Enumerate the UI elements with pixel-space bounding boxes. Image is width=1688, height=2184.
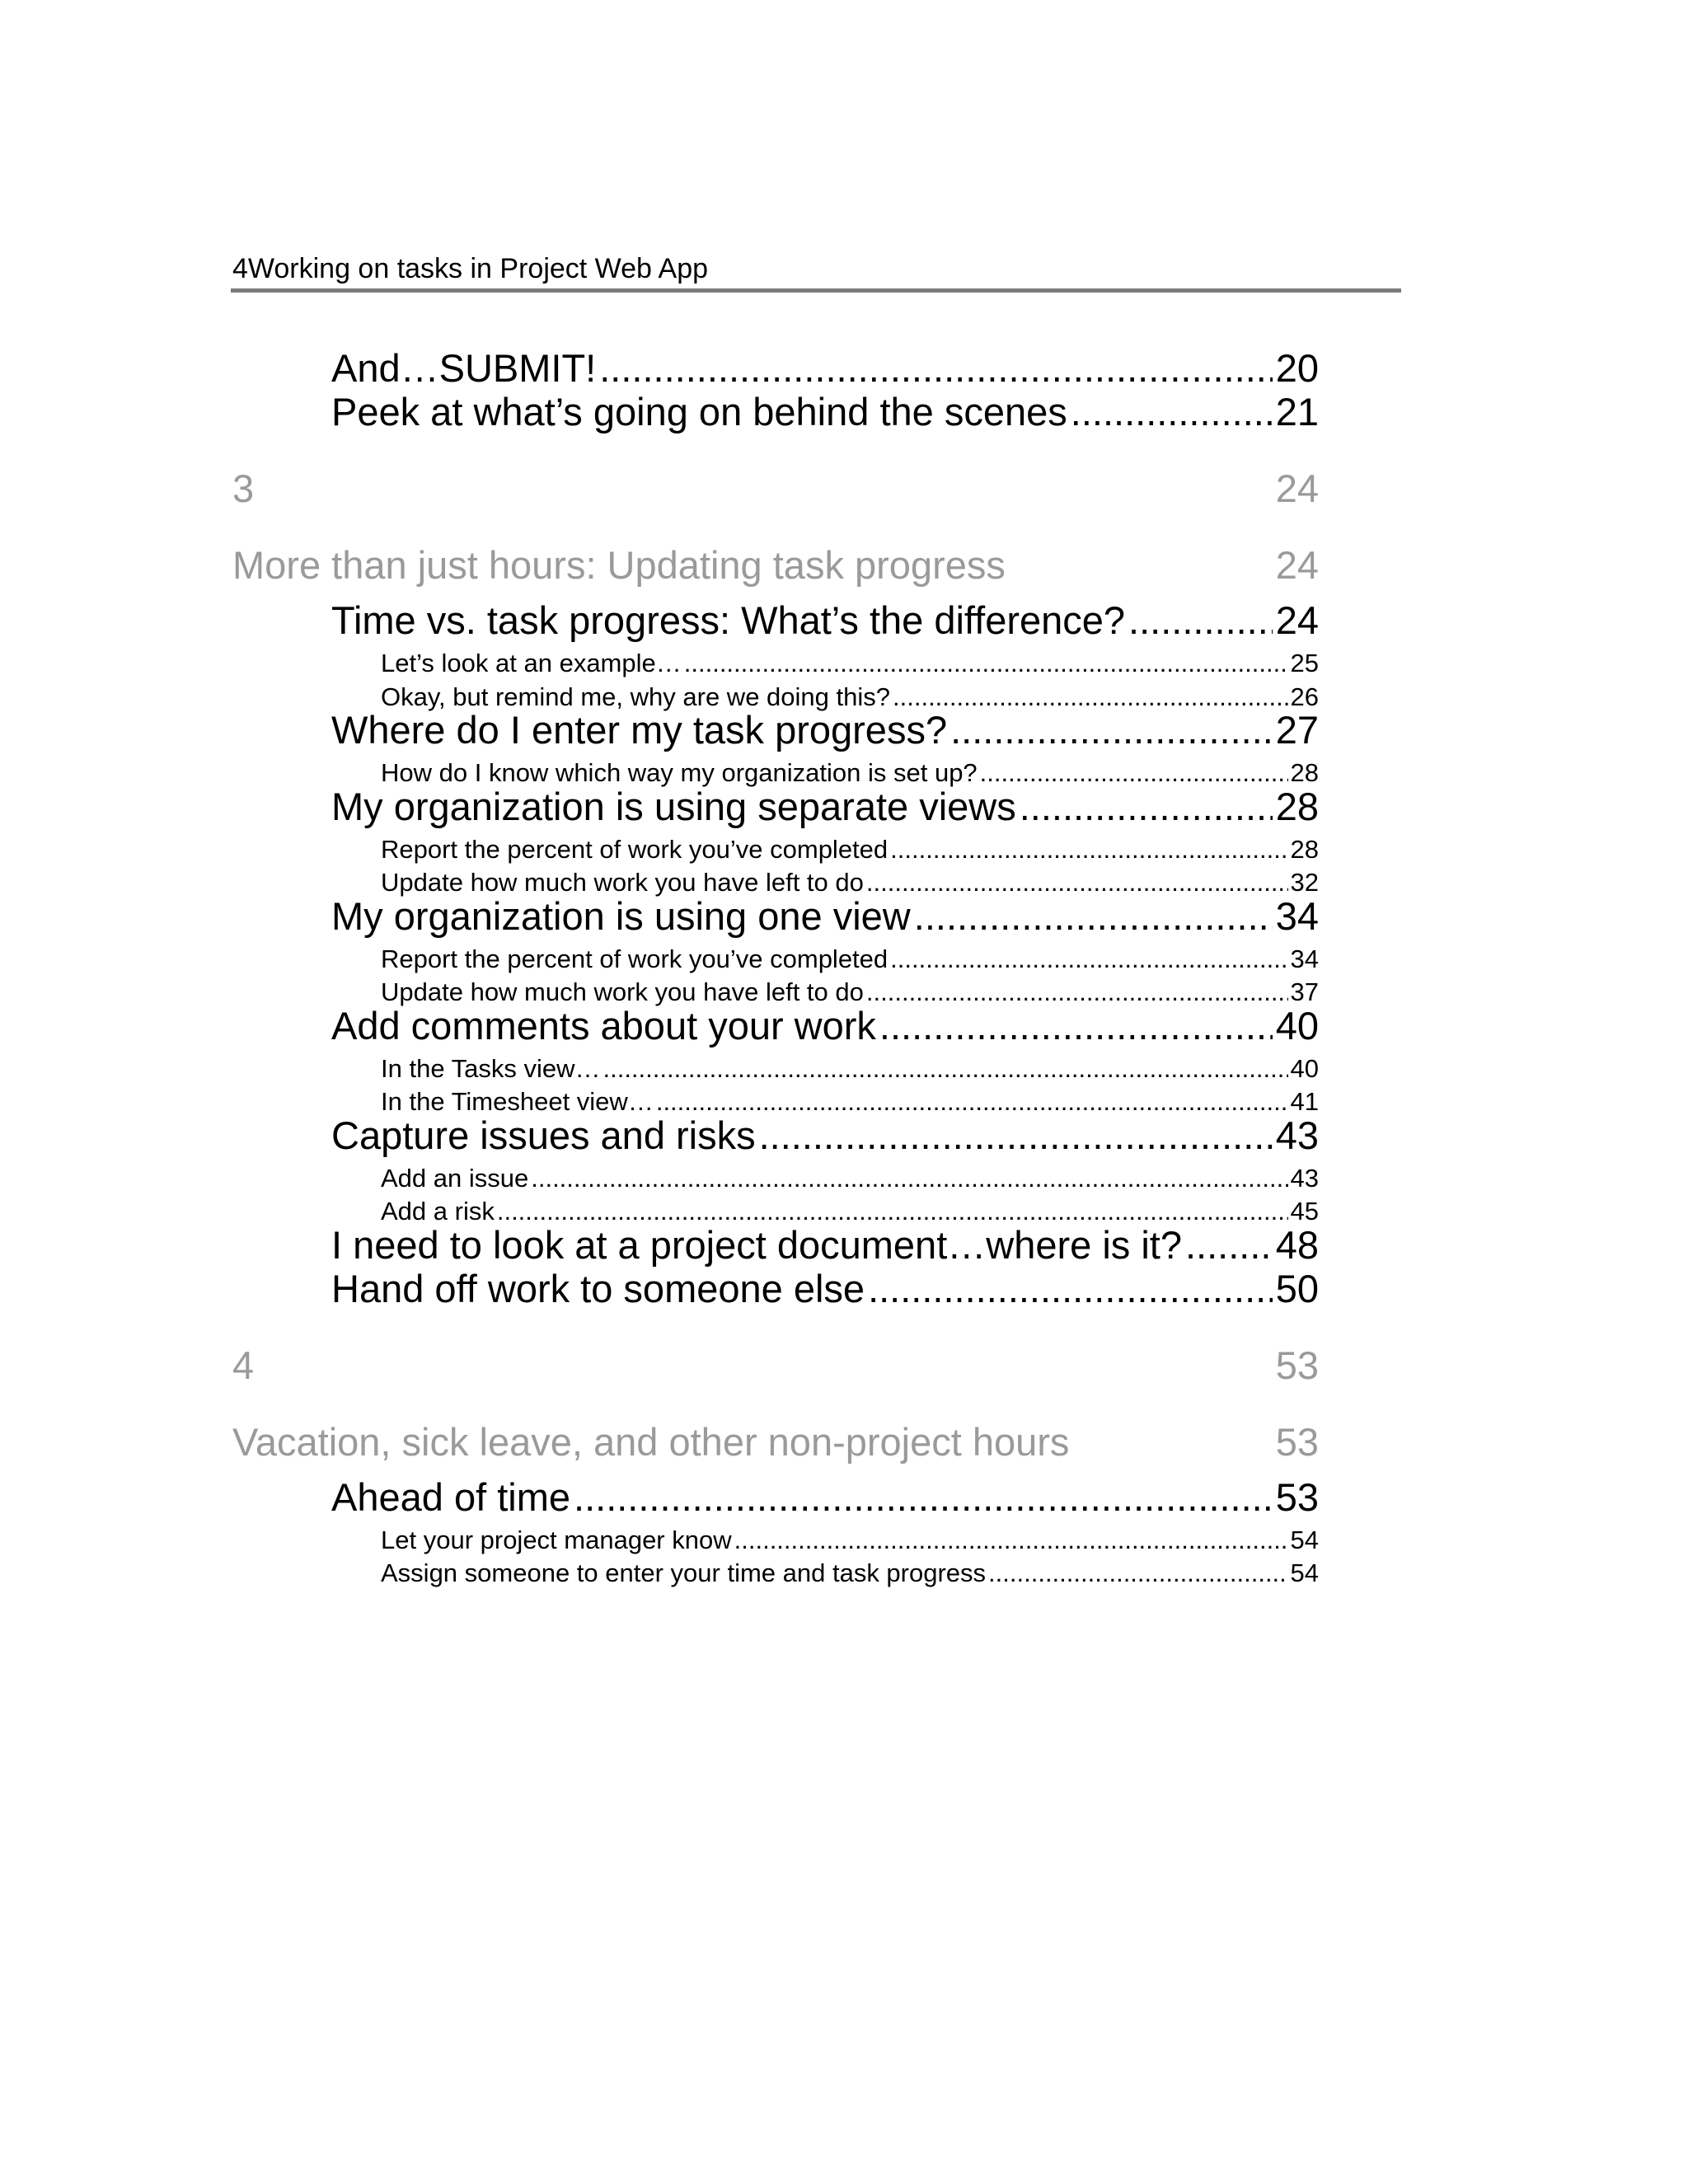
toc-entry-title: Where do I enter my task progress? <box>331 708 948 752</box>
toc-subentry-title: Update how much work you have left to do <box>381 977 864 1006</box>
toc-entry[interactable] <box>331 390 1319 434</box>
toc-subentry-title: Report the percent of work you’ve completed <box>381 835 889 864</box>
toc-entry-title: Add comments about your work <box>331 1004 876 1047</box>
toc-entry-title: Hand off work to someone else <box>331 1267 865 1310</box>
toc-subentry-title: Add a risk <box>381 1197 495 1226</box>
toc-subentry-title: Add an issue <box>381 1164 529 1193</box>
chapter-number: 3 <box>232 466 255 510</box>
chapter-page: 24 <box>1275 466 1319 510</box>
toc-entry-page: 21 <box>1275 390 1319 434</box>
dot-leader <box>868 1267 1273 1311</box>
toc-entry-title: Capture issues and risks <box>331 1113 756 1157</box>
dot-leader <box>890 833 1287 866</box>
dot-leader <box>531 1162 1287 1195</box>
toc-subentry-title: Let your project manager know <box>381 1526 732 1554</box>
dot-leader <box>890 943 1287 976</box>
dot-leader <box>684 647 1288 680</box>
toc-entry[interactable] <box>331 785 1319 829</box>
running-header <box>231 247 1401 293</box>
toc-entry-title: Ahead of time <box>331 1475 571 1519</box>
toc-subentry[interactable] <box>381 647 1319 680</box>
dot-leader <box>988 1557 1287 1590</box>
toc-subentry-page: 32 <box>1290 868 1319 897</box>
toc-subentry-title: Assign someone to enter your time and task progress <box>381 1558 987 1587</box>
chapter-title-entry[interactable] <box>232 1420 1319 1465</box>
chapter-page: 53 <box>1275 1343 1319 1387</box>
toc-subentry[interactable] <box>381 1162 1319 1195</box>
toc-subentry-title: Okay, but remind me, why are we doing this? <box>381 682 890 711</box>
toc-subentry-title: In the Tasks view… <box>381 1054 601 1083</box>
toc-subentry-page: 28 <box>1290 835 1319 864</box>
toc-subentry-title: Let’s look at an example… <box>381 649 682 677</box>
dot-leader <box>599 346 1272 391</box>
toc-entry-page: 53 <box>1275 1475 1319 1519</box>
toc-entry[interactable] <box>331 1267 1319 1311</box>
chapter-page: 24 <box>1275 543 1319 587</box>
toc-entry[interactable] <box>331 1223 1319 1268</box>
toc-entry[interactable] <box>331 708 1319 752</box>
toc-entry[interactable] <box>331 1004 1319 1048</box>
dot-leader <box>734 1524 1288 1557</box>
toc-subentry-page: 25 <box>1290 649 1319 677</box>
toc-entry-page: 27 <box>1275 708 1319 752</box>
dot-leader <box>1071 390 1273 434</box>
toc-subentry-title: How do I know which way my organization is set up? <box>381 758 978 787</box>
toc-subentry[interactable] <box>381 833 1319 866</box>
toc-entry-title: I need to look at a project document…where is it? <box>331 1223 1182 1267</box>
toc-subentry-title: In the Timesheet view… <box>381 1087 654 1116</box>
chapter-number-entry[interactable] <box>232 1343 1319 1388</box>
toc-subentry-page: 34 <box>1290 944 1319 973</box>
chapter-title-entry[interactable] <box>232 543 1319 588</box>
toc-subentry-page: 41 <box>1290 1087 1319 1116</box>
chapter-page: 53 <box>1275 1420 1319 1464</box>
dot-leader <box>759 1113 1273 1158</box>
toc-entry-page: 24 <box>1275 598 1319 642</box>
toc-entry[interactable] <box>331 1475 1319 1520</box>
toc-entry[interactable] <box>331 346 1319 391</box>
running-header-title: 4Working on tasks in Project Web App <box>232 253 709 284</box>
chapter-title: Vacation, sick leave, and other non-project hours <box>232 1420 1070 1464</box>
toc-entry-page: 43 <box>1275 1113 1319 1157</box>
toc-entry-title: My organization is using one view <box>331 894 911 938</box>
toc-entry-page: 20 <box>1275 346 1319 390</box>
dot-leader <box>914 894 1273 939</box>
toc-subentry-title: Report the percent of work you’ve completed <box>381 944 889 973</box>
toc-subentry[interactable] <box>381 943 1319 976</box>
chapter-number-entry[interactable] <box>232 466 1319 511</box>
chapter-number: 4 <box>232 1343 255 1387</box>
toc-subentry-page: 28 <box>1290 758 1319 787</box>
dot-leader <box>603 1052 1287 1085</box>
toc-subentry-page: 43 <box>1290 1164 1319 1193</box>
toc-subentry-page: 45 <box>1290 1197 1319 1226</box>
toc-entry-page: 40 <box>1275 1004 1319 1047</box>
toc-entry[interactable] <box>331 1113 1319 1158</box>
toc-entry[interactable] <box>331 598 1319 643</box>
toc-entry-title: Time vs. task progress: What’s the difference? <box>331 598 1126 642</box>
toc-entry-page: 48 <box>1275 1223 1319 1267</box>
toc-entry[interactable] <box>331 894 1319 939</box>
toc-entry-page: 28 <box>1275 785 1319 828</box>
dot-leader <box>1128 598 1273 643</box>
dot-leader <box>1185 1223 1273 1268</box>
toc-subentry-title: Update how much work you have left to do <box>381 868 864 897</box>
toc-subentry-page: 54 <box>1290 1558 1319 1587</box>
dot-leader <box>950 708 1273 752</box>
toc-subentry[interactable] <box>381 1557 1319 1590</box>
chapter-title: More than just hours: Updating task progress <box>232 543 1006 587</box>
toc-subentry-page: 26 <box>1290 682 1319 711</box>
toc-subentry-page: 40 <box>1290 1054 1319 1083</box>
toc-subentry-page: 37 <box>1290 977 1319 1006</box>
toc-entry-page: 34 <box>1275 894 1319 938</box>
toc-subentry[interactable] <box>381 1052 1319 1085</box>
toc-subentry[interactable] <box>381 1524 1319 1557</box>
toc-entry-page: 50 <box>1275 1267 1319 1310</box>
toc-entry-title: My organization is using separate views <box>331 785 1016 828</box>
toc-subentry-page: 54 <box>1290 1526 1319 1554</box>
dot-leader <box>1020 785 1273 829</box>
dot-leader <box>879 1004 1273 1048</box>
dot-leader <box>574 1475 1273 1520</box>
toc-entry-title: And…SUBMIT! <box>331 346 597 390</box>
toc-entry-title: Peek at what’s going on behind the scenes <box>331 390 1067 434</box>
